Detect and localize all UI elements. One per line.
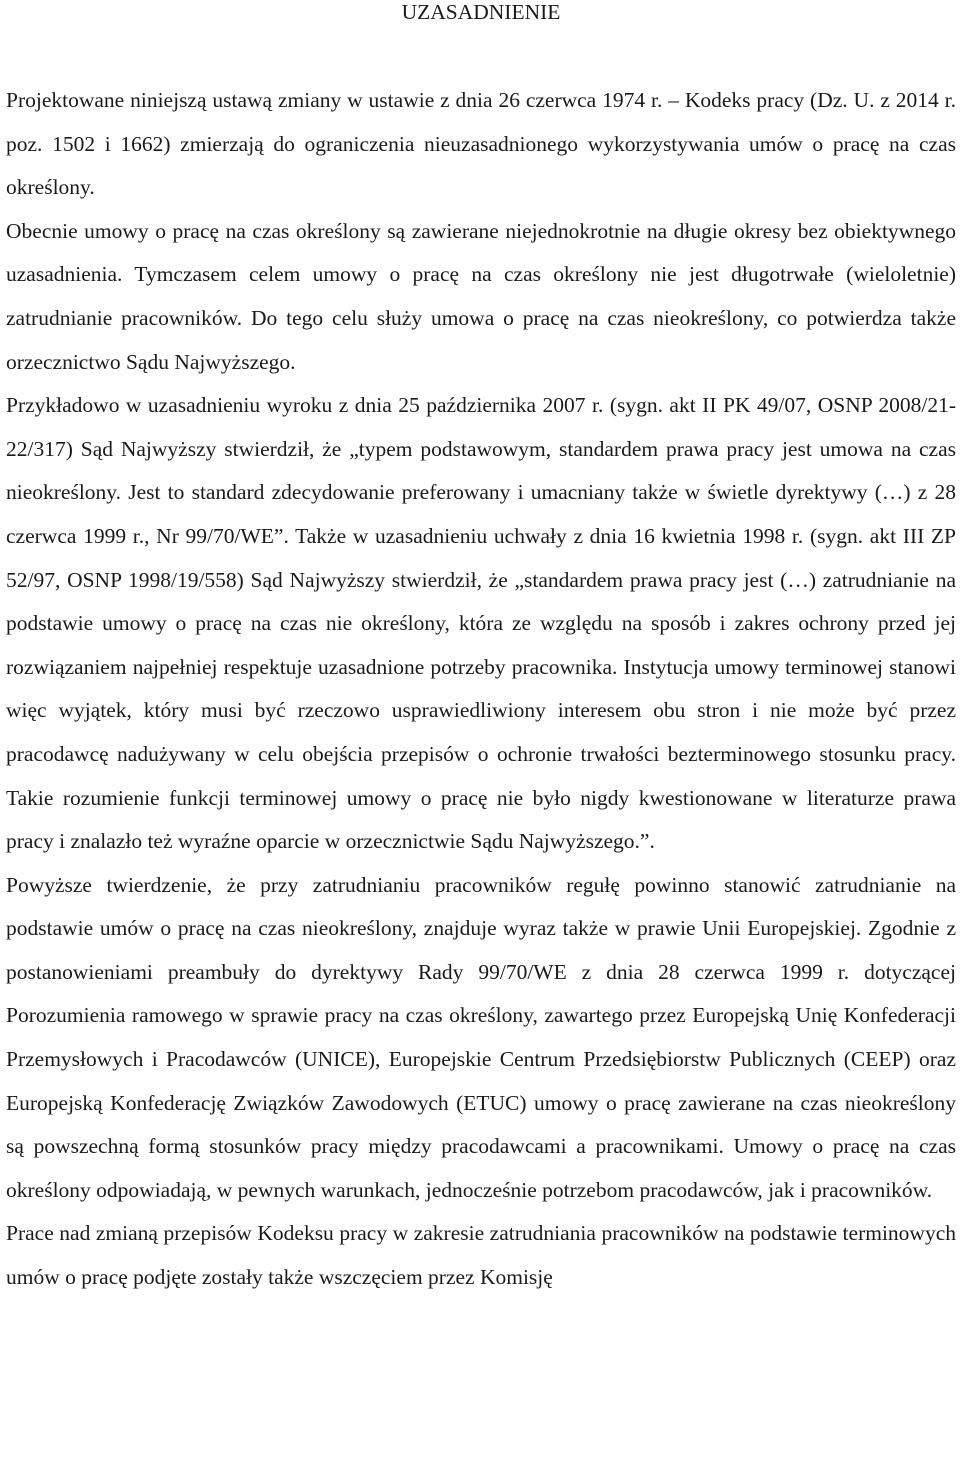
document-title: UZASADNIENIE	[401, 0, 561, 24]
paragraph-5: Prace nad zmianą przepisów Kodeksu pracy w zakresie zatrudniania pracowników na podstawie terminowych umów o pracę podjęte zostały także wszczęciem przez Komisję	[6, 1221, 956, 1290]
paragraph-3: Przykładowo w uzasadnieniu wyroku z dnia 25 października 2007 r. (sygn. akt II PK 49/07, OSNP 2008/21-22/317) Sąd Najwyższy stwierdził, że „typem podstawowym, standardem prawa pracy jest umowa na czas nieokreślony. Jest to standard zdecydowanie preferowany i umacniany także w świetle dyrektywy (…) z 28 czerwca 1999 r., Nr 99/70/WE”. Także w uzasadnieniu uchwały z dnia 16 kwietnia 1998 r. (sygn. akt III ZP 52/97, OSNP 1998/19/558) Sąd Najwyższy stwierdził, że „standardem prawa pracy jest (…) zatrudnianie na podstawie umowy o pracę na czas nie określony, która ze względu na sposób i zakres ochrony przed jej rozwiązaniem najpełniej respektuje uzasadnione potrzeby pracownika. Instytucja umowy terminowej stanowi więc wyjątek, który musi być rzeczowo usprawiedliwiony interesem obu stron i nie może być przez pracodawcę nadużywany w celu obejścia przepisów o ochronie trwałości bezterminowego stosunku pracy. Takie rozumienie funkcji terminowej umowy o pracę nie było nigdy kwestionowane w literaturze prawa pracy i znalazło też wyraźne oparcie w orzecznictwie Sądu Najwyższego.”.	[6, 393, 956, 854]
paragraph-4: Powyższe twierdzenie, że przy zatrudnianiu pracowników regułę powinno stanowić zatrudnianie na podstawie umów o pracę na czas nieokreślony, znajduje wyraz także w prawie Unii Europejskiej. Zgodnie z postanowieniami preambuły do dyrektywy Rady 99/70/WE z dnia 28 czerwca 1999 r. dotyczącej Porozumienia ramowego w sprawie pracy na czas określony, zawartego przez Europejską Unię Konfederacji Przemysłowych i Pracodawców (UNICE), Europejskie Centrum Przedsiębiorstw Publicznych (CEEP) oraz Europejską Konfederację Związków Zawodowych (ETUC) umowy o pracę zawierane na czas nieokreślony są powszechną formą stosunków pracy między pracodawcami a pracownikami. Umowy o pracę na czas określony odpowiadają, w pewnych warunkach, jednocześnie potrzebom pracodawców, jak i pracowników.	[6, 872, 956, 1202]
paragraph-2: Obecnie umowy o pracę na czas określony są zawierane niejednokrotnie na długie okresy bez obiektywnego uzasadnienia. Tymczasem celem umowy o pracę na czas określony nie jest długotrwałe (wieloletnie) zatrudnianie pracowników. Do tego celu służy umowa o pracę na czas nieokreślony, co potwierdza także orzecznictwo Sądu Najwyższego.	[6, 218, 956, 374]
document-body	[6, 79, 956, 1300]
paragraph-1: Projektowane niniejszą ustawą zmiany w ustawie z dnia 26 czerwca 1974 r. – Kodeks pracy (Dz. U. z 2014 r. poz. 1502 i 1662) zmierzają do ograniczenia nieuzasadnionego wykorzystywania umów o pracę na czas określony.	[6, 88, 956, 200]
document-page	[6, 0, 956, 1300]
